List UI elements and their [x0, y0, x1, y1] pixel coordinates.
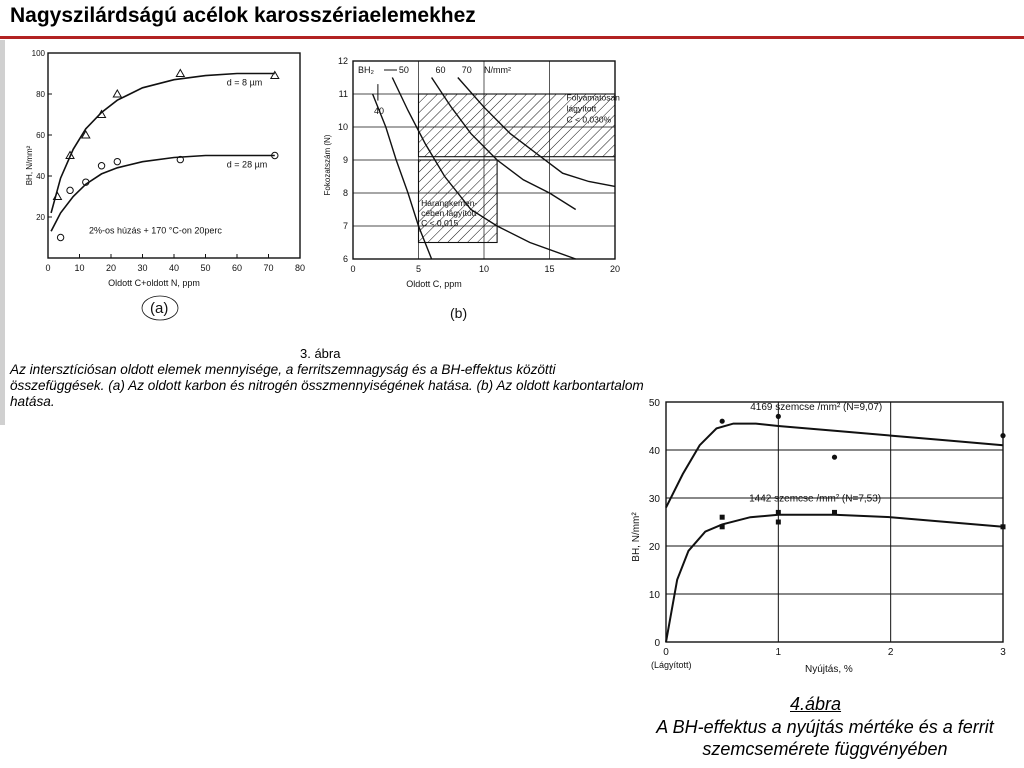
- figure-3-caption: 3. ábra: [300, 346, 341, 361]
- y-tick-label: 0: [654, 638, 660, 649]
- y-tick-label: 10: [648, 590, 660, 601]
- figure-4-caption: 4.ábra: [790, 694, 842, 714]
- data-point-square: [776, 520, 781, 525]
- series-label: 40: [373, 105, 384, 116]
- y-tick-label: 40: [36, 172, 45, 181]
- x-tick-label: 0: [663, 647, 669, 658]
- data-point-square: [832, 510, 837, 515]
- x-axis-label: Oldott C+oldott N, ppm: [108, 278, 200, 288]
- data-point-dot: [720, 419, 725, 424]
- region-label-batch: Harangkemen-cében lágyított C < 0,015Harangkemencében lágyított C < 0,015: [421, 198, 478, 229]
- data-point-square: [1001, 524, 1006, 529]
- series-label: 1442 szemcse /mm² (N=7,53): [749, 493, 882, 505]
- x-tick-label: 50: [200, 263, 211, 273]
- x-tick-label: 20: [609, 264, 621, 274]
- x-zero-note: (Lágyított): [651, 660, 692, 670]
- y-tick-label: 8: [342, 188, 348, 198]
- y-tick-label: 7: [342, 221, 348, 231]
- panel-label: (a): [150, 300, 169, 317]
- legend-prefix: BH₂: [358, 65, 374, 75]
- data-point-circle: [98, 163, 104, 169]
- x-tick-label: 30: [137, 263, 148, 273]
- x-tick-label: 40: [168, 263, 180, 273]
- chart-b: [318, 45, 648, 330]
- data-point-square: [776, 510, 781, 515]
- data-point-square: [720, 524, 725, 529]
- y-axis-label: BH, N/mm²: [25, 145, 34, 186]
- series-label: d = 28 µm: [226, 159, 268, 170]
- x-tick-label: 60: [231, 263, 243, 273]
- figure-3-description: Az intersztíciósan oldott elemek mennyisége, a ferritszemnagyság és a BH-effektus közötti összefüggések. (a) Az oldott karbon és nitrogén összmennyiségének hatása. (b) Az oldott karbontartalom hatása.: [10, 362, 644, 409]
- series-label: 50: [398, 65, 409, 75]
- x-tick-label: 20: [105, 263, 117, 273]
- x-tick-label: 0: [45, 263, 51, 273]
- y-tick-label: 10: [337, 122, 348, 132]
- data-point-triangle: [113, 90, 121, 97]
- x-tick-label: 3: [1000, 647, 1006, 658]
- y-axis-label: BH, N/mm²: [631, 512, 642, 562]
- y-tick-label: 20: [648, 542, 660, 553]
- x-tick-label: 15: [544, 264, 555, 274]
- y-tick-label: 100: [31, 49, 45, 58]
- data-point-triangle: [176, 70, 184, 77]
- x-tick-label: 5: [415, 264, 422, 274]
- region-label-continuous: Folyamatosan lágyított C < 0,030%Folyamatosan lágyított C < 0,030%: [566, 92, 620, 125]
- y-tick-label: 60: [36, 131, 45, 140]
- y-tick-label: 11: [338, 89, 348, 99]
- y-tick-label: 30: [648, 494, 660, 505]
- page-title: Nagyszilárdságú acélok karosszériaelemekhez: [10, 4, 476, 27]
- series-curve: [51, 74, 275, 213]
- y-tick-label: 6: [342, 254, 348, 264]
- scan-edge: [0, 40, 5, 425]
- y-tick-label: 40: [648, 446, 660, 457]
- data-point-square: [720, 515, 725, 520]
- x-tick-label: 2: [887, 647, 894, 658]
- series-label: 4169 szemcse /mm² (N=9,07): [750, 402, 883, 414]
- title-rule: [0, 36, 1024, 39]
- chart-4: [626, 390, 1021, 690]
- data-point-circle: [67, 187, 73, 193]
- y-tick-label: 20: [36, 213, 45, 222]
- data-point-circle: [114, 158, 120, 164]
- data-point-dot: [832, 455, 837, 460]
- series-label: 70: [461, 65, 472, 75]
- x-tick-label: 10: [74, 263, 85, 273]
- data-point-dot: [776, 414, 781, 419]
- series-label: 60: [435, 65, 446, 75]
- x-axis-label: Nyújtás, %: [804, 664, 853, 675]
- figure-4-description: A BH-effektus a nyújtás mértéke és a ferrit szemcsemérete függvényében: [656, 717, 994, 759]
- series-label: d = 8 µm: [226, 77, 263, 88]
- legend-unit: N/mm²: [484, 65, 511, 75]
- x-axis-label: Oldott C, ppm: [406, 279, 462, 289]
- data-point-dot: [1000, 433, 1005, 438]
- x-tick-label: 80: [294, 263, 306, 273]
- x-tick-label: 0: [350, 264, 356, 274]
- y-axis-label: Fokozatszám (N): [323, 134, 332, 196]
- y-tick-label: 12: [337, 56, 348, 66]
- data-point-circle: [57, 234, 63, 240]
- data-point-triangle: [271, 72, 279, 79]
- y-tick-label: 50: [648, 398, 660, 409]
- y-tick-label: 9: [342, 155, 348, 165]
- panel-label: (b): [450, 305, 468, 321]
- chart-a: [10, 45, 350, 345]
- chart-annotation: 2%-os húzás + 170 °C-on 20perc: [88, 225, 222, 236]
- x-tick-label: 70: [263, 263, 274, 273]
- y-tick-label: 80: [36, 90, 45, 99]
- x-tick-label: 10: [478, 264, 490, 274]
- series-curve: [666, 515, 1003, 642]
- x-tick-label: 1: [775, 647, 782, 658]
